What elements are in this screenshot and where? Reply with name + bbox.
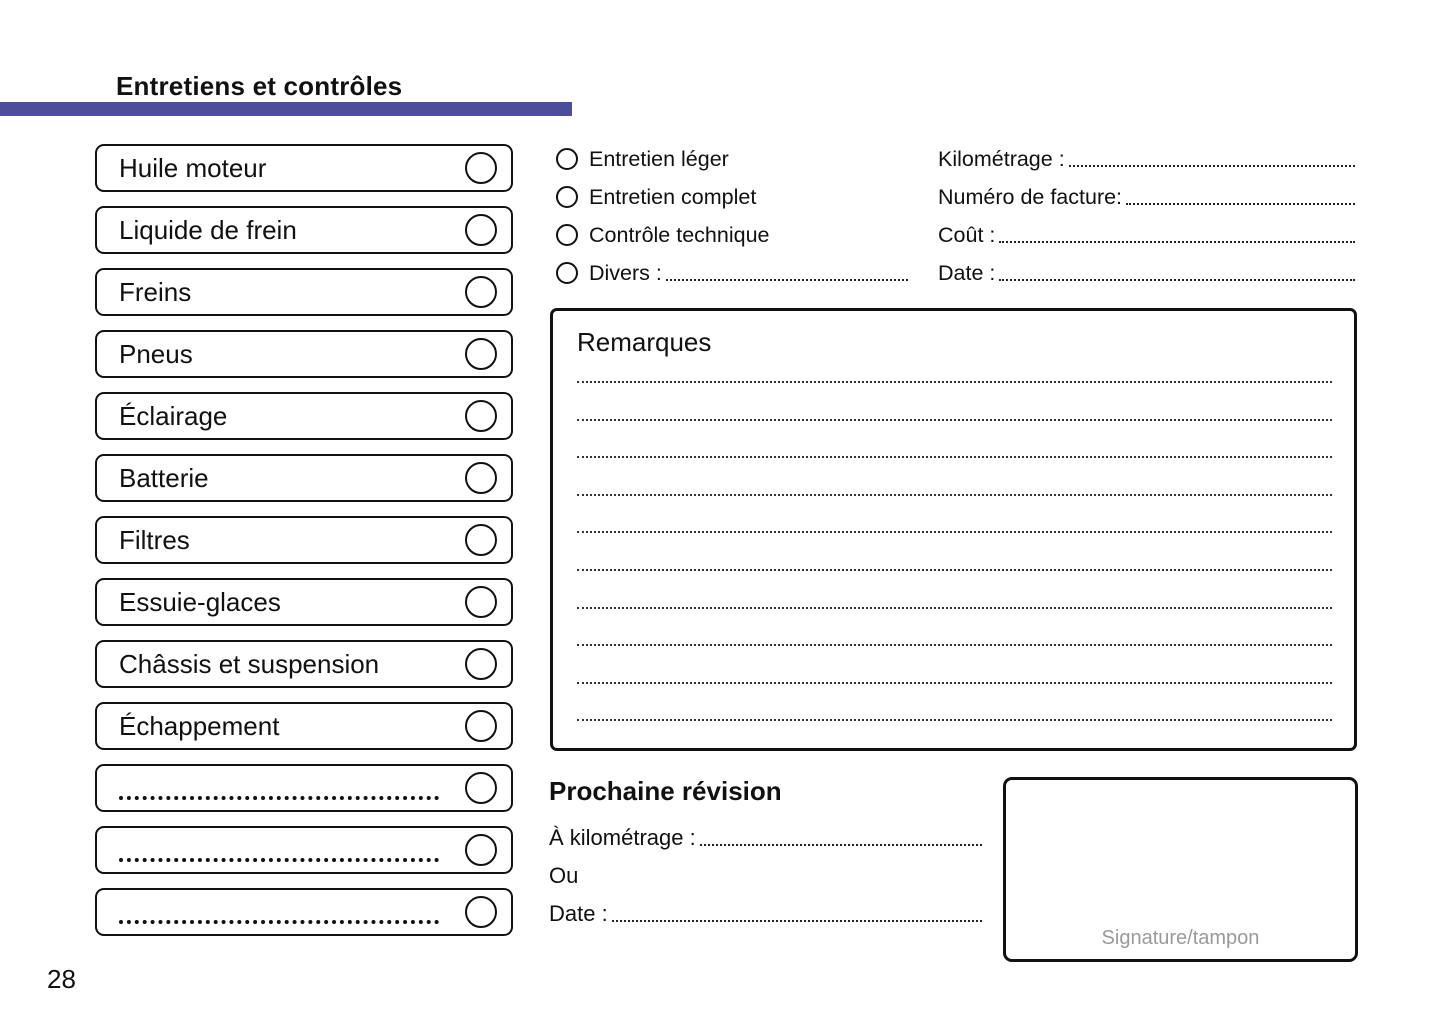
next-service-label: À kilométrage : (549, 825, 696, 850)
checkbox-circle[interactable] (465, 648, 497, 680)
service-type-options (556, 140, 908, 292)
invoice-field-row (938, 140, 1355, 178)
checkbox-circle[interactable] (465, 152, 497, 184)
invoice-field-label: Date : (938, 260, 996, 285)
service-type-option (556, 178, 908, 216)
checkbox-circle[interactable] (465, 710, 497, 742)
checkbox-circle[interactable] (465, 400, 497, 432)
invoice-field-fill-in-line[interactable] (1126, 190, 1355, 205)
page-number: 28 (47, 964, 76, 994)
remarks-writing-line[interactable] (577, 569, 1332, 571)
radio-circle[interactable] (556, 148, 578, 170)
invoice-field-row (938, 216, 1355, 254)
checklist-row (95, 268, 513, 316)
checklist-item-label: Essuie-glaces (119, 586, 281, 617)
page-title: Entretiens et contrôles (116, 71, 403, 101)
service-type-option (556, 216, 908, 254)
invoice-field-fill-in-line[interactable] (999, 266, 1355, 281)
invoice-field-label: Numéro de facture: (938, 184, 1123, 209)
invoice-field-label: Coût : (938, 222, 996, 247)
invoice-field-row (938, 178, 1355, 216)
maintenance-checklist (95, 144, 513, 936)
remarks-writing-line[interactable] (577, 456, 1332, 458)
checklist-row (95, 330, 513, 378)
checkbox-circle[interactable] (465, 896, 497, 928)
next-service-label: Date : (549, 901, 608, 926)
service-type-label: Entretien léger (589, 146, 729, 171)
checklist-row (95, 454, 513, 502)
checklist-item-label: Pneus (119, 338, 193, 369)
checklist-fill-in-line[interactable] (119, 796, 439, 800)
remarks-writing-line[interactable] (577, 607, 1332, 609)
checklist-row (95, 206, 513, 254)
title-accent-bar (0, 102, 572, 116)
checklist-row (95, 888, 513, 936)
next-service-row (549, 857, 982, 895)
next-service-section (549, 776, 982, 933)
invoice-field-fill-in-line[interactable] (999, 228, 1355, 243)
checklist-row (95, 640, 513, 688)
checklist-item-label: Filtres (119, 524, 190, 555)
checklist-row (95, 392, 513, 440)
next-service-label: Ou (549, 863, 579, 888)
checklist-row (95, 702, 513, 750)
checklist-row (95, 144, 513, 192)
invoice-fields (938, 140, 1355, 292)
remarks-writing-line[interactable] (577, 381, 1332, 383)
invoice-field-label: Kilométrage : (938, 146, 1065, 171)
service-type-option (556, 254, 908, 292)
signature-area[interactable] (1003, 777, 1358, 962)
checklist-item-label: Châssis et suspension (119, 648, 380, 679)
checklist-fill-in-line[interactable] (119, 920, 439, 924)
remarks-box (550, 308, 1357, 751)
signature-label: Signature/tampon (1101, 927, 1260, 949)
next-service-row (549, 819, 982, 857)
checkbox-circle[interactable] (465, 214, 497, 246)
remarks-writing-line[interactable] (577, 719, 1332, 721)
checkbox-circle[interactable] (465, 834, 497, 866)
next-service-row (549, 895, 982, 933)
invoice-field-fill-in-line[interactable] (1069, 152, 1355, 167)
service-type-fill-in-line[interactable] (666, 266, 908, 281)
checklist-item-label: Échappement (119, 710, 280, 741)
checklist-item-label: Liquide de frein (119, 214, 297, 245)
checklist-row (95, 516, 513, 564)
checkbox-circle[interactable] (465, 586, 497, 618)
checklist-item-label: Freins (119, 276, 192, 307)
checklist-row (95, 764, 513, 812)
checklist-row (95, 826, 513, 874)
next-service-title: Prochaine révision (549, 776, 782, 806)
radio-circle[interactable] (556, 262, 578, 284)
remarks-writing-line[interactable] (577, 419, 1332, 421)
checklist-item-label: Batterie (119, 462, 209, 493)
remarks-writing-line[interactable] (577, 682, 1332, 684)
service-type-label: Entretien complet (589, 184, 757, 209)
checkbox-circle[interactable] (465, 524, 497, 556)
next-service-fill-in-line[interactable] (612, 907, 982, 922)
checkbox-circle[interactable] (465, 772, 497, 804)
checklist-fill-in-line[interactable] (119, 858, 439, 862)
checklist-item-label: Huile moteur (119, 152, 267, 183)
checklist-row (95, 578, 513, 626)
invoice-field-row (938, 254, 1355, 292)
checkbox-circle[interactable] (465, 462, 497, 494)
service-type-label: Divers : (589, 260, 662, 285)
remarks-writing-line[interactable] (577, 531, 1332, 533)
radio-circle[interactable] (556, 186, 578, 208)
radio-circle[interactable] (556, 224, 578, 246)
checklist-item-label: Éclairage (119, 400, 228, 431)
remarks-title: Remarques (577, 327, 712, 357)
service-type-label: Contrôle technique (589, 222, 770, 247)
remarks-writing-line[interactable] (577, 644, 1332, 646)
checkbox-circle[interactable] (465, 338, 497, 370)
next-service-fill-in-line[interactable] (700, 831, 982, 846)
service-type-option (556, 140, 908, 178)
remarks-writing-line[interactable] (577, 494, 1332, 496)
checkbox-circle[interactable] (465, 276, 497, 308)
